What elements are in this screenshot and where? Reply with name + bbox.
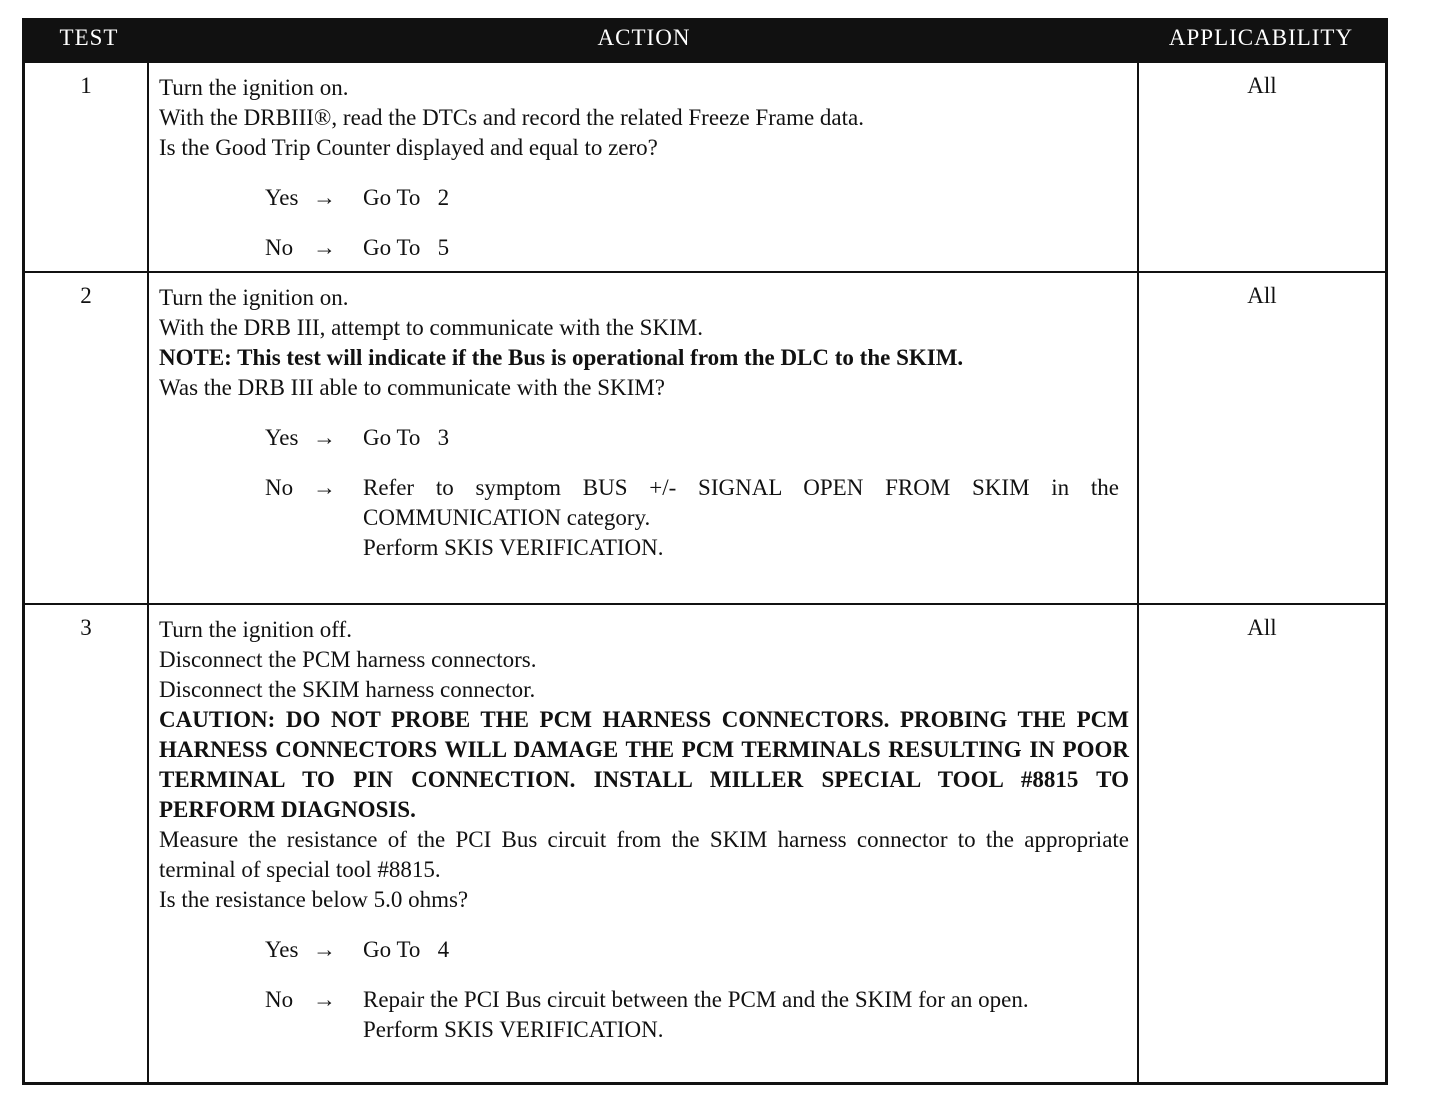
answer-yes: Yes → Go To 2 (265, 183, 1129, 213)
test-number: 2 (25, 273, 149, 603)
arrow-icon: → (313, 987, 336, 1012)
test-number: 1 (25, 63, 149, 271)
answer-no: No → Go To 5 (265, 233, 1129, 263)
action-line: With the DRBIII®, read the DTCs and record the related Freeze Frame data. (159, 105, 864, 130)
arrow-icon: → (313, 425, 336, 450)
arrow-icon: → (313, 185, 336, 210)
applicability-cell: All (1247, 283, 1277, 308)
diagnostic-table (22, 18, 1388, 1085)
measure-text: Measure the resistance of the PCI Bus circuit from the SKIM harness connector to the appropriate terminal of special tool #8815. (159, 827, 1129, 882)
answer-yes: Yes → Go To 3 (265, 423, 1129, 453)
action-question: Is the resistance below 5.0 ohms? (159, 887, 469, 912)
action-line: Turn the ignition off. (159, 617, 352, 642)
action-line: Disconnect the PCM harness connectors. (159, 647, 537, 672)
table-row-2 (25, 271, 1385, 603)
header-action: ACTION (597, 25, 691, 50)
action-cell (149, 63, 1139, 271)
action-cell (149, 605, 1139, 1082)
action-question: Was the DRB III able to communicate with the SKIM? (159, 375, 665, 400)
answer-no: No → Refer to symptom BUS +/- SIGNAL OPEN FROM SKIM in the COMMUNICATION category. Perform SKIS VERIFICATION. (265, 473, 1129, 563)
action-line: With the DRB III, attempt to communicate with the SKIM. (159, 315, 703, 340)
header-applicability: APPLICABILITY (1168, 25, 1354, 50)
action-line: Disconnect the SKIM harness connector. (159, 677, 536, 702)
arrow-icon: → (313, 475, 336, 500)
answer-yes: Yes → Go To 4 (265, 935, 1129, 965)
action-cell (149, 273, 1139, 603)
table-row-3 (25, 603, 1385, 1082)
note-text: NOTE: This test will indicate if the Bus is operational from the DLC to the SKIM. (159, 345, 964, 370)
action-line: Turn the ignition on. (159, 75, 349, 100)
caution-text: CAUTION: DO NOT PROBE THE PCM HARNESS CONNECTORS. PROBING THE PCM HARNESS CONNECTORS WILL DAMAGE THE PCM TERMINALS RESULTING IN POOR TERMINAL TO PIN CONNECTION. INSTALL MILLER SPECIAL TOOL #8815 TO PERFORM DIAGNOSIS. (159, 707, 1129, 822)
arrow-icon: → (313, 937, 336, 962)
applicability-cell: All (1247, 615, 1277, 640)
arrow-icon: → (313, 235, 336, 260)
table-header (25, 21, 1385, 61)
answer-no: No → Repair the PCI Bus circuit between the PCM and the SKIM for an open. Perform SKIS VERIFICATION. (265, 985, 1129, 1045)
table-row-1 (25, 61, 1385, 271)
applicability-cell: All (1247, 73, 1277, 98)
action-line: Turn the ignition on. (159, 285, 349, 310)
action-question: Is the Good Trip Counter displayed and equal to zero? (159, 135, 658, 160)
test-number: 3 (25, 605, 149, 1082)
header-test: TEST (59, 25, 119, 50)
